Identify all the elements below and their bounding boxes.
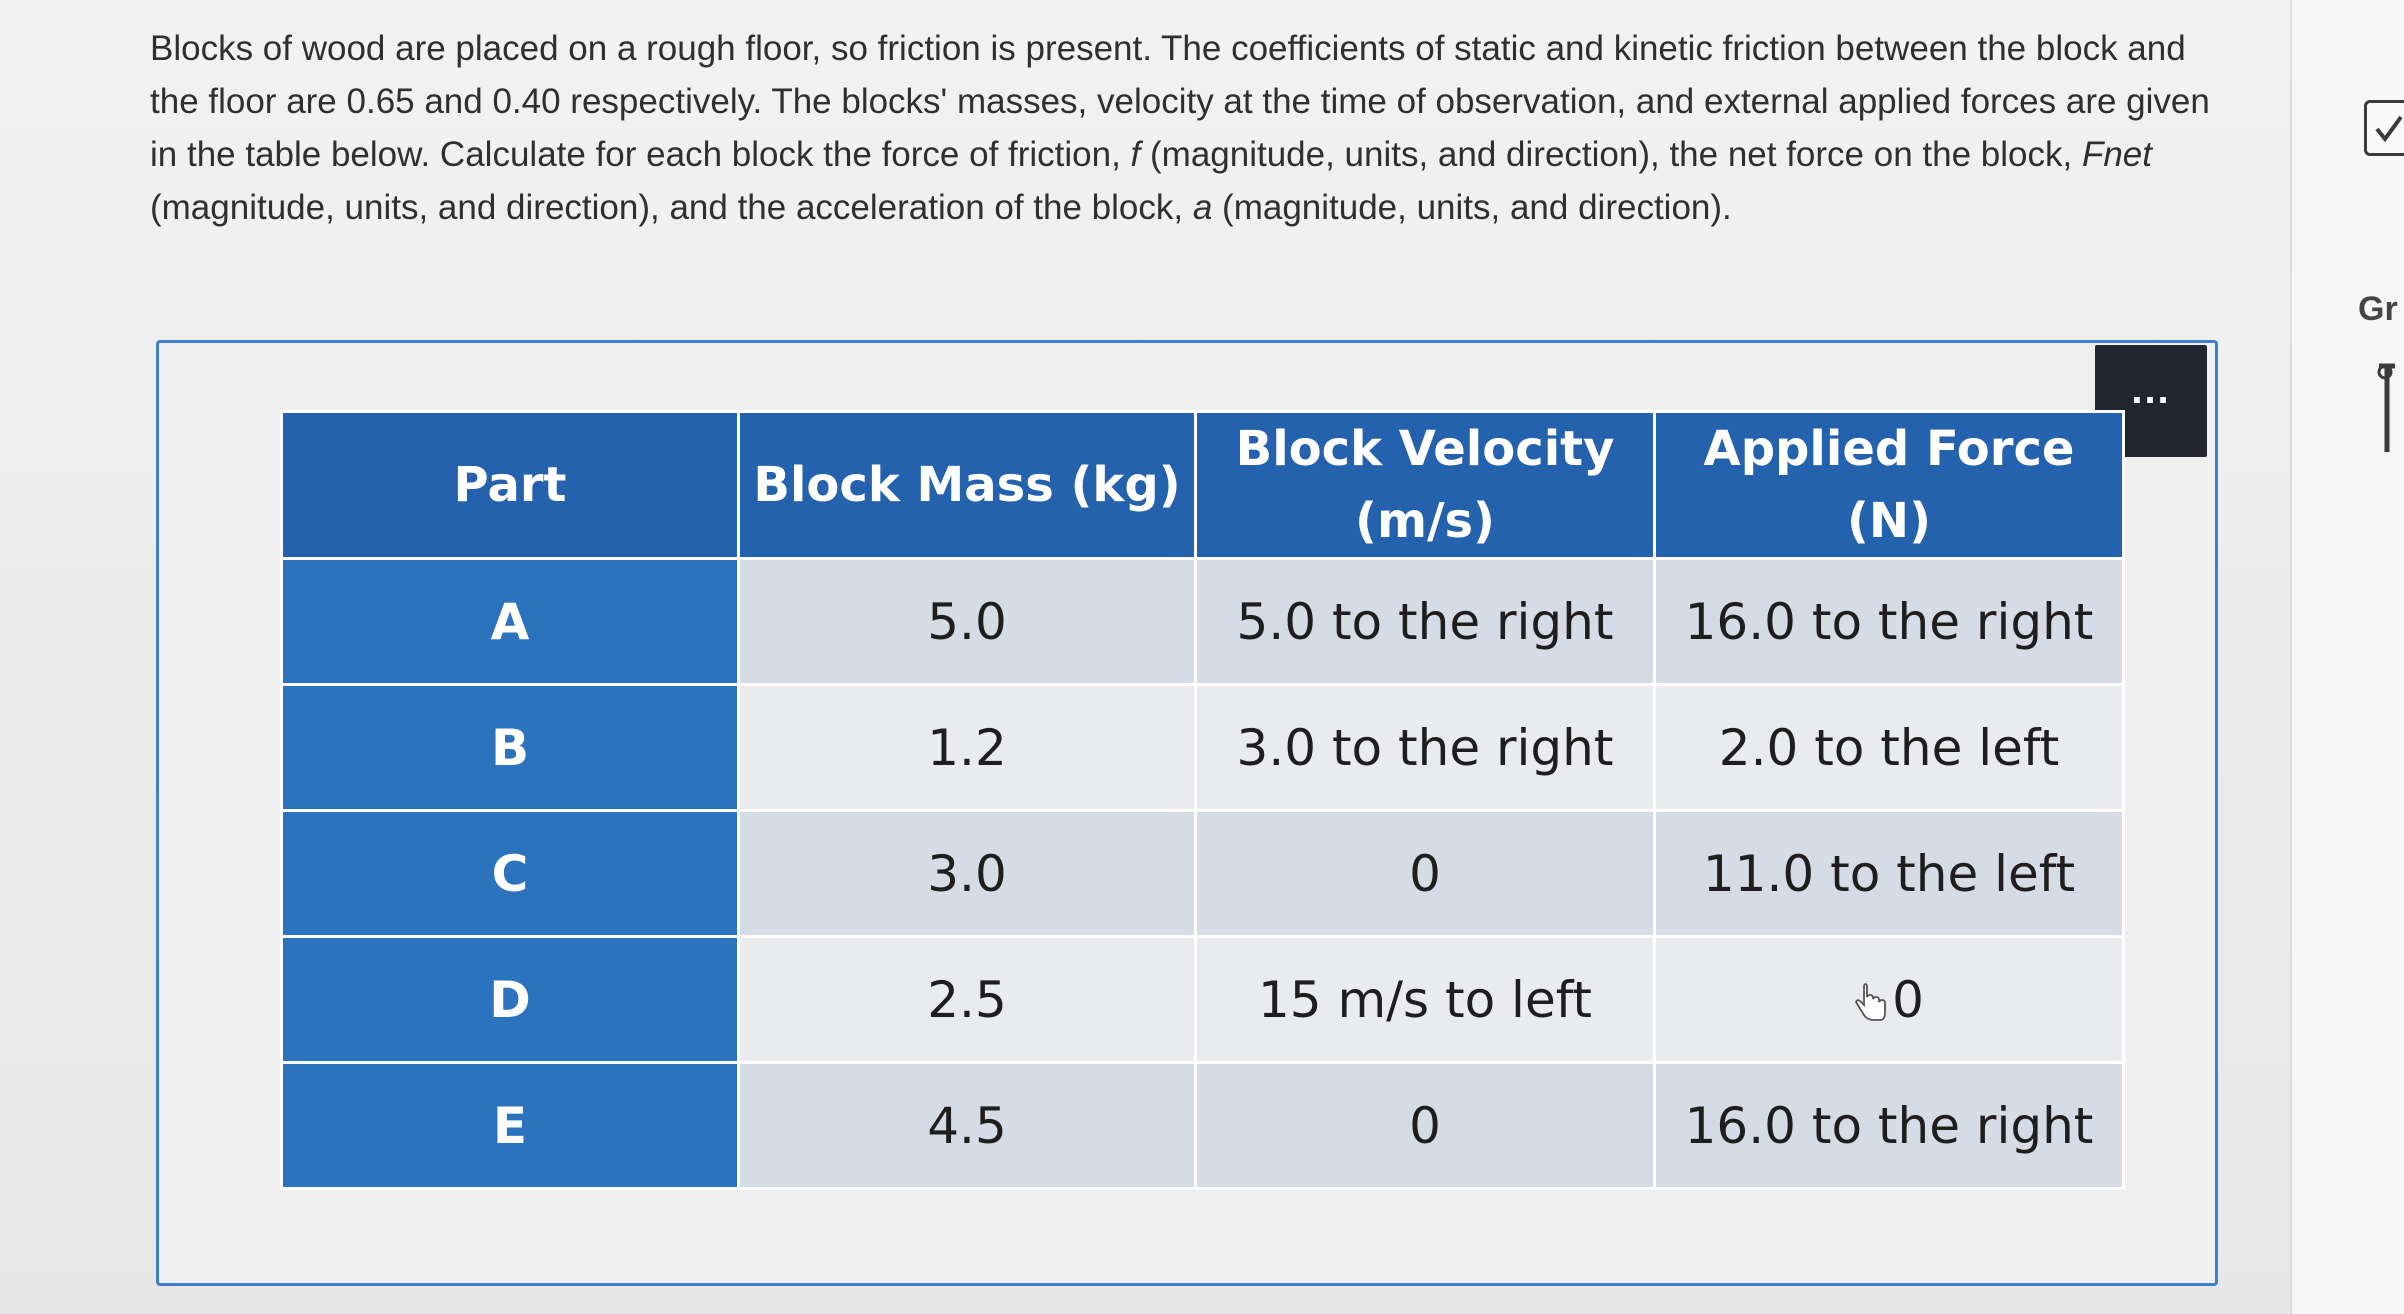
cell-mass: 1.2 (739, 685, 1196, 811)
table-header-row (282, 412, 2124, 559)
header-velocity (1196, 412, 1655, 559)
table-row (282, 937, 2124, 1063)
header-force-line2: (N) (1846, 493, 1932, 549)
question-text-part1: Blocks of wood are placed on a rough floor, so friction is present. The coefficients of static and kinetic friction between the block and the floor are 0.65 and 0.40 respectively. The blocks' masses, velocity at the time of observation, and external applied forces are given in the table below. Calculate for each block the force of friction, (150, 29, 2210, 174)
header-mass-label: Block Mass (kg) (753, 457, 1181, 513)
header-part (282, 412, 739, 559)
friction-symbol: f (1130, 135, 1141, 174)
header-velocity-line1: Block Velocity (1235, 421, 1615, 477)
cell-part: A (282, 559, 739, 685)
question-text-part2: (magnitude, units, and direction), the net force on the block, (1140, 135, 2082, 174)
side-panel-label: Gr (2358, 290, 2398, 328)
header-velocity-line2: (m/s) (1355, 493, 1495, 549)
cell-part: B (282, 685, 739, 811)
check-mark-icon (2367, 103, 2404, 153)
bracket-icon (2375, 360, 2404, 465)
data-table (280, 410, 2125, 1190)
net-force-symbol: Fnet (2081, 135, 2152, 174)
hand-pointer-icon (1854, 983, 1888, 1023)
cell-force: 0 (1892, 970, 1924, 1029)
cell-force-with-cursor (1655, 937, 2124, 1063)
cell-force: 16.0 to the right (1655, 1063, 2124, 1189)
cell-part: C (282, 811, 739, 937)
cell-mass: 5.0 (739, 559, 1196, 685)
table-row (282, 1063, 2124, 1189)
checkbox-icon[interactable] (2364, 100, 2404, 156)
table-row (282, 685, 2124, 811)
question-text (150, 22, 2230, 234)
cell-velocity: 5.0 to the right (1196, 559, 1655, 685)
cell-velocity: 0 (1196, 1063, 1655, 1189)
header-part-label: Part (453, 457, 567, 513)
header-force-line1: Applied Force (1703, 421, 2075, 477)
cell-force: 2.0 to the left (1655, 685, 2124, 811)
cell-mass: 3.0 (739, 811, 1196, 937)
more-options-icon: ... (2131, 368, 2171, 412)
cell-velocity: 15 m/s to left (1196, 937, 1655, 1063)
cell-force: 16.0 to the right (1655, 559, 2124, 685)
table-row (282, 559, 2124, 685)
cell-mass: 2.5 (739, 937, 1196, 1063)
header-force (1655, 412, 2124, 559)
table-row (282, 811, 2124, 937)
acceleration-symbol: a (1192, 188, 1213, 227)
cell-velocity: 3.0 to the right (1196, 685, 1655, 811)
cell-part: E (282, 1063, 739, 1189)
question-text-part4: (magnitude, units, and direction). (1212, 188, 1732, 227)
side-panel (2290, 0, 2404, 1314)
question-text-part3: (magnitude, units, and direction), and the acceleration of the block, (150, 188, 1193, 227)
header-mass (739, 412, 1196, 559)
cell-velocity: 0 (1196, 811, 1655, 937)
cell-force: 11.0 to the left (1655, 811, 2124, 937)
cell-part: D (282, 937, 739, 1063)
cell-mass: 4.5 (739, 1063, 1196, 1189)
